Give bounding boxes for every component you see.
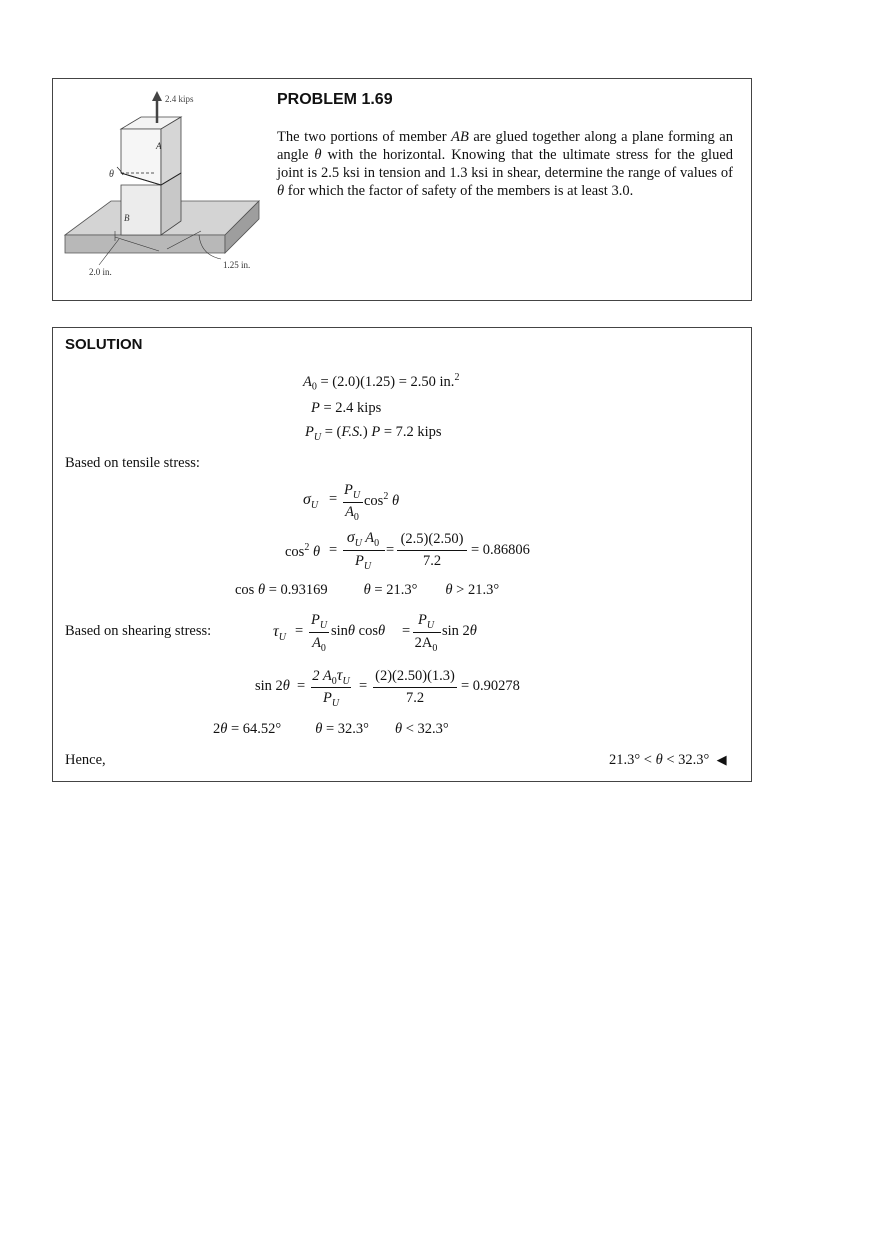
tensile-label: Based on tensile stress: [65,455,200,471]
angle-label: θ [109,169,114,180]
ultimate-load-equation: $P_U = (F.S.) P = 7.2$ kips [305,424,442,443]
problem-box [52,78,752,301]
label-a: A [156,141,162,151]
label-b: B [124,213,130,223]
final-answer: 21.3° < θ < 32.3° ◀ [609,752,727,768]
solution-box: SOLUTION $A_0 = (2.0)(1.25) = 2.50$ in.$^2$ P = 2.4 kips $P_U = (F.S.) P = 7.2$ kips Based on tensile stress: $\sigma_U$ = $P_U$ $A_0$ $\cos^2 \theta$ $\cos^2 \theta$ = $\sigma_U$ $A_0$ $P_U$ = (2.5)(2.50) 7.2 = 0.86806 cos θ = 0.93169 θ = 21.3° θ > 21.3° Based on shearing stress: $\tau_U$ = $P_U$ $A_0$ sinθ cosθ = $P_U$ $2A_0$ sin 2θ sin 2θ = 2 $A_0\tau_U$ $P_U$ = (2)(2.50)(1.3) 7.2 = 0.90278 2θ = 64.52° θ = 32.3° θ < 32.3° Hence, 21.3° < θ < 32.3° ◀ [52,327,752,782]
hence-label: Hence, [65,752,106,768]
solution-title: SOLUTION [65,336,143,353]
sin-result-line: 2θ = 64.52° θ = 32.3° θ < 32.3° [213,721,449,737]
load-equation: P = 2.4 kips [311,400,382,416]
member-b-front [121,185,161,235]
answer-marker-icon: ◀ [716,753,727,768]
problem-statement: The two portions of member AB are glued together along a plane forming an angle θ with the horizontal. Knowing that the ultimate stress for the glued joint is 2.5 ksi in tension and 1.3 ksi in shear, determine the range of values of θ for which the factor of safety of the members is at least 3.0. [277,129,734,199]
area-equation: $A_0 = (2.0)(1.25) = 2.50$ in.$^2$ [303,372,460,393]
shear-label: Based on shearing stress: [65,623,212,639]
cos-result-line: cos θ = 0.93169 θ = 21.3° θ > 21.3° [235,582,500,598]
depth-dim-label: 1.25 in. [223,260,251,270]
member-figure [59,89,264,289]
load-arrow-head [152,91,162,101]
load-label: 2.4 kips [165,94,194,104]
problem-title: PROBLEM 1.69 [277,91,393,108]
width-dim-label: 2.0 in. [89,267,112,277]
member-a-front [121,129,161,185]
